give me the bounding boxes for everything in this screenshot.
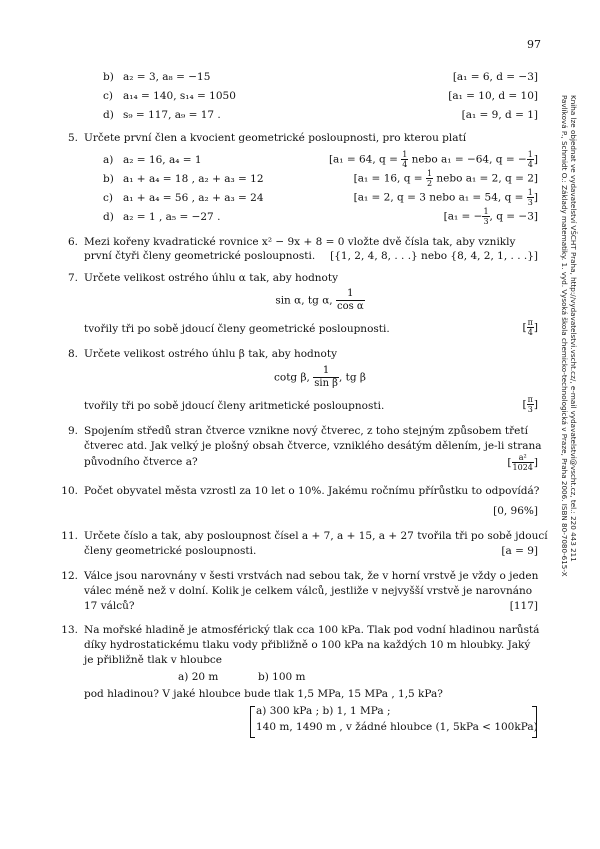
- problem-number: 9.: [67, 425, 78, 437]
- option-b: b) 100 m: [258, 671, 306, 683]
- item-label: b): [103, 173, 114, 185]
- answer: [a₁ = 2, q = 3 nebo a₁ = 54, q = $\frac{1}{3}$ ]: [353, 188, 538, 207]
- problem-number: 10.: [61, 485, 78, 497]
- problem-number: 8.: [67, 348, 78, 360]
- problem-text: válec méně než v dolní. Kolik je celkem válců, jestliže v nejvyšší vrstvě je narovnáno: [84, 585, 533, 597]
- answer: [a₁ = 6, d = −3]: [452, 71, 538, 83]
- item-text: a₂ = 1 , a₅ = −27 .: [123, 211, 221, 223]
- answer: [a₁ = 16, q = $\frac{1}{2}$ nebo a₁ = 2, q = 2]: [353, 169, 538, 188]
- side-note-contact: Kniha lze objednat ve vydavatelství VŠCHT Praha, http://vydavatelstvi.vscht.cz/, e-mail vydavatelstvi@vscht.cz, tel.: 220 443 211: [569, 95, 578, 562]
- problem-text: Válce jsou narovnány v šesti vrstvách nad sebou tak, že v horní vrstvě je vždy o jeden: [84, 570, 539, 582]
- problem-text: tvořily tři po sobě jdoucí členy aritmetické posloupnosti.: [84, 400, 385, 412]
- answer: [a = 9]: [501, 545, 538, 557]
- answer-bracket-left: [250, 706, 255, 738]
- item-text: a₂ = 3, a₈ = −15: [123, 71, 211, 83]
- answer: [117]: [509, 600, 538, 612]
- answer: [ $\frac{\text{a²}}{1024}$ ]: [507, 453, 538, 472]
- item-label: c): [103, 192, 113, 204]
- answer: [0, 96%]: [493, 505, 538, 517]
- answer: [ $\frac{\pi}{4}$ ]: [522, 318, 538, 337]
- problem-text: Určete velikost ostrého úhlu α tak, aby hodnoty: [84, 272, 339, 284]
- formula: cotg β, $\frac{1}{\text{sin β}}$ , tg β: [274, 365, 366, 389]
- problem-text: Určete číslo a tak, aby posloupnost čísel a + 7, a + 15, a + 27 tvořila tři po sobě jdoucí: [84, 530, 548, 542]
- problem-text: Určete první člen a kvocient geometrické posloupnosti, pro kterou platí: [84, 132, 467, 144]
- problem-number: 6.: [67, 236, 78, 248]
- problem-text: Počet obyvatel města vzrostl za 10 let o 10%. Jakému ročnímu přírůstku to odpovídá?: [84, 485, 540, 497]
- problem-text: první čtyři členy geometrické posloupnosti.: [84, 250, 316, 262]
- problem-text: 17 válců?: [84, 600, 135, 612]
- item-text: a₁ + a₄ = 18 , a₂ + a₃ = 12: [123, 173, 264, 185]
- item-label: d): [103, 211, 114, 223]
- item-label: c): [103, 90, 113, 102]
- problem-number: 11.: [61, 530, 78, 542]
- problem-text: tvořily tři po sobě jdoucí členy geometrické posloupnosti.: [84, 323, 390, 335]
- side-note: [560, 95, 578, 655]
- side-note-citation: Pavlíková P., Schmidt O.: Základy matematiky. 1. vyd. Vysoká škola chemicko-technologická v Praze, Praha 2006. ISBN 80-7080-615-X: [560, 95, 569, 577]
- item-label: b): [103, 71, 114, 83]
- item-label: d): [103, 109, 114, 121]
- problem-text: Určete velikost ostrého úhlu β tak, aby hodnoty: [84, 348, 338, 360]
- item-text: a₁₄ = 140, s₁₄ = 1050: [123, 90, 236, 102]
- problem-number: 7.: [67, 272, 78, 284]
- answer: [ $\frac{\pi}{3}$ ]: [522, 395, 538, 414]
- problem-text: Mezi kořeny kvadratické rovnice x² − 9x + 8 = 0 vložte dvě čísla tak, aby vznikly: [84, 236, 516, 248]
- problem-text: Spojením středů stran čtverce vznikne nový čtverec, z toho stejným způsobem třetí: [84, 425, 528, 437]
- problem-text: členy geometrické posloupnosti.: [84, 545, 257, 557]
- item-text: a₁ + a₄ = 56 , a₂ + a₃ = 24: [123, 192, 264, 204]
- problem-text: čtverec atd. Jak velký je plošný obsah čtverce, vzniklého desátým dělením, je-li strana: [84, 440, 542, 452]
- answer: [a₁ = 64, q = $\frac{1}{4}$ nebo a₁ = −64, q = − $\frac{1}{4}$ ]: [328, 150, 538, 169]
- answer: 140 m, 1490 m , v žádné hloubce (1, 5kPa < 100kPa): [256, 721, 538, 733]
- answer: [a₁ = − $\frac{1}{3}$ , q = −3]: [443, 207, 538, 226]
- answer: [a₁ = 9, d = 1]: [461, 109, 538, 121]
- problem-number: 5.: [67, 132, 78, 144]
- answer: a) 300 kPa ; b) 1, 1 MPa ;: [256, 705, 391, 717]
- answer-bracket-right: [532, 706, 537, 738]
- answer: [a₁ = 10, d = 10]: [448, 90, 538, 102]
- page-number: 97: [527, 38, 541, 51]
- option-a: a) 20 m: [178, 671, 219, 683]
- problem-number: 13.: [61, 624, 78, 636]
- formula: sin α, tg α, $\frac{1}{\text{cos α}}$: [275, 288, 364, 312]
- item-text: a₂ = 16, a₄ = 1: [123, 154, 202, 166]
- problem-text: díky hydrostatickému tlaku vody přibližně o 100 kPa na každých 10 m hloubky. Jaký: [84, 639, 531, 651]
- item-label: a): [103, 154, 114, 166]
- problem-text: je přibližně tlak v hloubce: [84, 654, 223, 666]
- problem-number: 12.: [61, 570, 78, 582]
- item-text: s₉ = 117, a₉ = 17 .: [123, 109, 221, 121]
- answer: [{1, 2, 4, 8, . . .} nebo {8, 4, 2, 1, . . .}]: [330, 250, 538, 262]
- problem-text: původního čtverce a?: [84, 456, 198, 468]
- problem-text: pod hladinou? V jaké hloubce bude tlak 1,5 MPa, 15 MPa , 1,5 kPa?: [84, 688, 443, 700]
- problem-text: Na mořské hladině je atmosférický tlak cca 100 kPa. Tlak pod vodní hladinou narůstá: [84, 624, 540, 636]
